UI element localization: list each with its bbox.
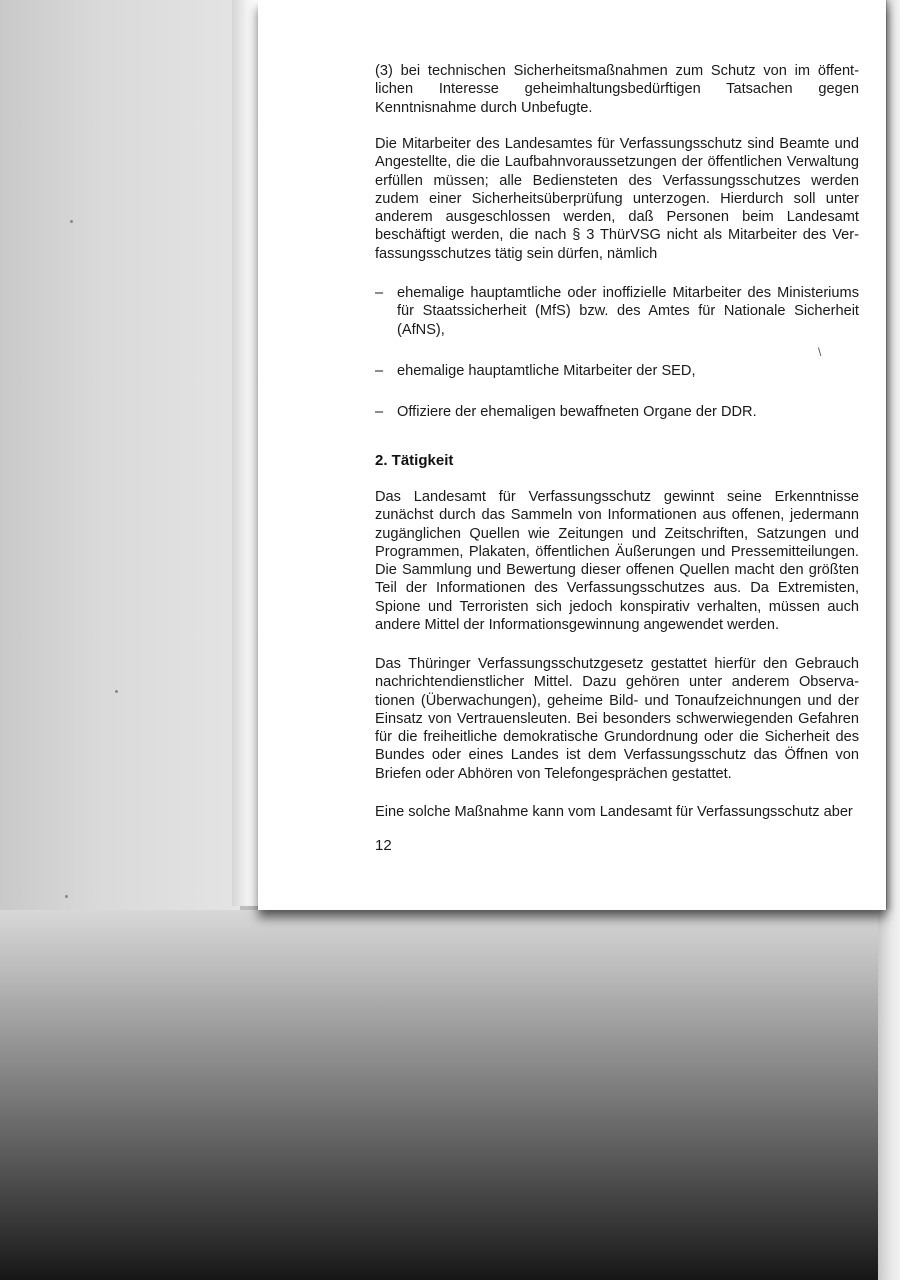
list-item [375,284,859,339]
list-dash: – [375,362,384,379]
scan-background-left [0,0,240,910]
scan-speck [115,690,118,693]
list-item-text: ehemalige hauptamtliche oder inoffizielle Mitarbeiter des Ministeriums für Staatssicherheit (MfS) bzw. des Amtes für Nationale Sicherheit (AfNS), [397,285,859,338]
page-number: 12 [375,837,392,854]
paragraph-intelligence-means: Das Thüringer Verfassungsschutzgesetz gestattet hierfür den Gebrauch nachrichtendienstlicher Mittel. Dazu gehören unter anderem Observationen (Überwachungen), geheime Bild- und Tonaufzeichnungen und der Einsatz von Vertrauensleuten. Bei besonders schwerwiegenden Gefahren für die freiheitliche demokratische Grundordnung oder die Sicherheit des Bundes oder eines Landes ist dem Verfassungsschutz das Öffnen von Briefen oder Abhören von Telefongesprächen gestattet. [375,656,859,782]
list-dash: – [375,404,384,421]
list-item [375,403,859,421]
scan-speck [70,220,73,223]
list-dash: – [375,285,384,301]
scan-background-bottom [0,910,900,1280]
list-item-text: Offiziere der ehemaligen bewaffneten Organe der DDR. [397,404,757,421]
page-binding-edge [232,0,258,906]
list-item-text: ehemalige hauptamtliche Mitarbeiter der SED, [397,362,696,379]
scan-speck [65,895,68,898]
list-item [375,362,859,380]
stray-mark: \ [818,345,822,359]
document-page [258,0,886,910]
paragraph-measure-continued: Eine solche Maßnahme kann vom Landesamt für Verfassungsschutz aber [375,804,853,820]
paragraph-open-sources: Das Landesamt für Verfassungsschutz gewinnt seine Erkenntnisse zunächst durch das Sammeln von Informationen aus offenen, jedermann zugänglichen Quellen wie Zeitungen und Zeitschriften, Satzungen und Programmen, Plakaten, öffentlichen Äußerungen und Pressemitteilungen. Die Sammlung und Bewertung dieser offenen Quellen macht den größten Teil der Informationen des Verfassungsschutzes aus. Da Extremisten, Spione und Terroristen sich jedoch konspirativ verhalten, müssen auch andere Mittel der Informationsgewinnung angewendet werden. [375,489,859,634]
paragraph-security-measures: (3) bei technischen Sicherheitsmaßnahmen zum Schutz von im öffentlichen Interesse geheimhaltungsbedürftigen Tatsachen gegen Kenntnisnahme durch Unbefugte. [375,63,859,116]
excluded-persons-list [375,284,859,444]
paragraph-staff: Die Mitarbeiter des Landesamtes für Verfassungsschutz sind Beamte und Angestellte, die die Laufbahnvoraussetzungen der öffentlichen Verwaltung erfüllen müssen; alle Bediensteten des Verfassungsschutzes werden zudem einer Sicherheitsüberprüfung unterzogen. Hierdurch soll unter anderem ausgeschlossen werden, daß Personen beim Landesamt beschäftigt werden, die nach § 3 ThürVSG nicht als Mitarbeiter des Verfassungsschutzes tätig sein dürfen, nämlich [375,136,859,262]
section-heading: 2. Tätigkeit [375,452,454,469]
